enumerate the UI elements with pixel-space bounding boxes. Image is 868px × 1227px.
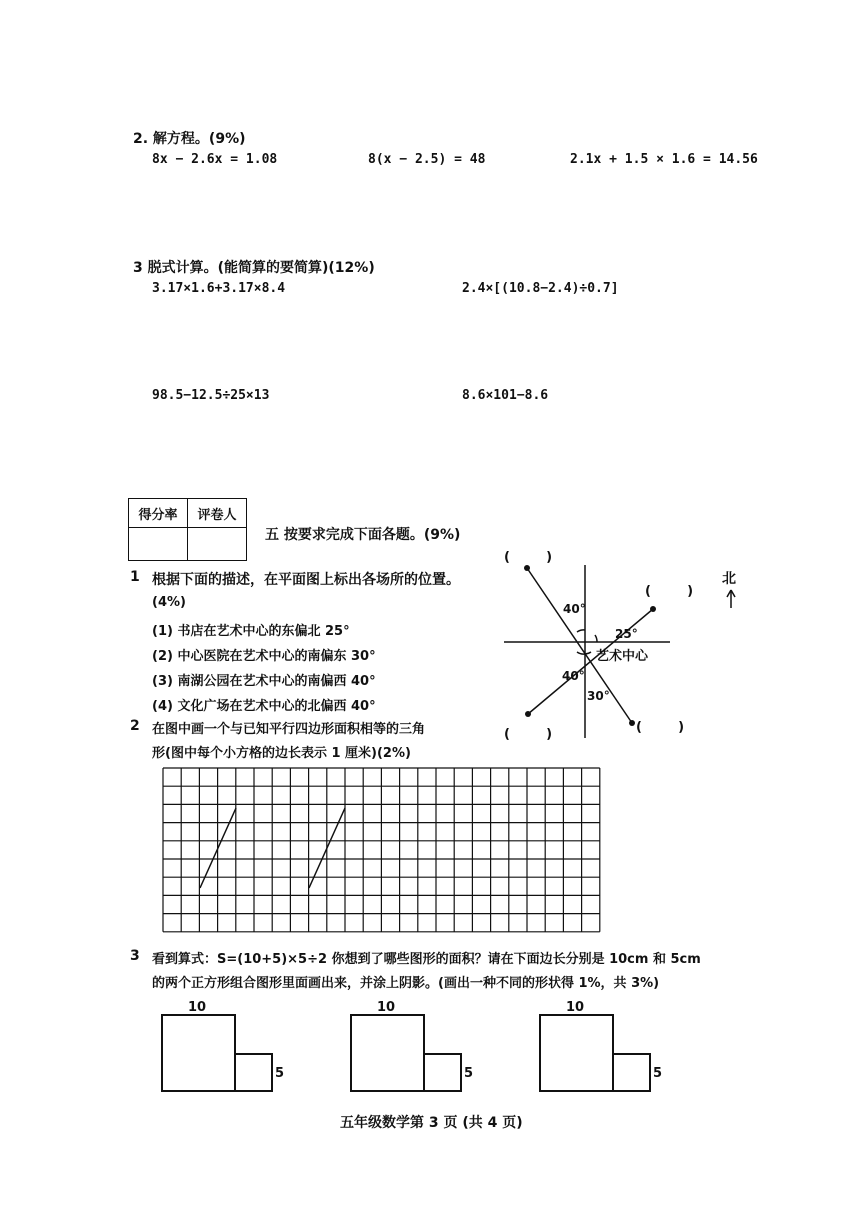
p1-item-3: (3) 南湖公园在艺术中心的南偏西 40° [152, 674, 376, 689]
angle-label-nw: 40° [563, 602, 586, 616]
p1-text: 根据下面的描述，在平面图上标出各场所的位置。 [152, 572, 460, 588]
equation-1: 8x − 2.6x = 1.08 [152, 152, 278, 167]
p3-line-1: 看到算式：S=(10+5)×5÷2 你想到了哪些图形的面积？请在下面边长分别是 10cm 和 5cm [152, 952, 701, 967]
answer-paren-se[interactable]: ( ) [636, 720, 685, 735]
p2-line-2: 形(图中每个小方格的边长表示 1 厘米)(2%) [152, 746, 411, 761]
answer-paren-nw[interactable]: ( ) [504, 550, 553, 565]
art-center-label: 艺术中心 [596, 649, 649, 664]
equation-3: 2.1x + 1.5 × 1.6 = 14.56 [570, 152, 758, 167]
big-square-label-3: 10 [566, 1000, 585, 1015]
p1-item-1: (1) 书店在艺术中心的东偏北 25° [152, 624, 350, 639]
answer-paren-ne[interactable]: ( ) [645, 584, 694, 599]
big-square-label-2: 10 [377, 1000, 396, 1015]
expression-2: 2.4×[(10.8−2.4)÷0.7] [462, 281, 619, 296]
section5-title: 五 按要求完成下面各题。(9%) [265, 527, 461, 543]
p3-number: 3 [130, 948, 140, 964]
north-label: 北 [722, 571, 736, 587]
big-square-label-1: 10 [188, 1000, 207, 1015]
equation-2: 8(x − 2.5) = 48 [368, 152, 486, 167]
angle-label-se: 30° [587, 689, 610, 703]
score-rate-header: 得分率 [129, 499, 188, 528]
p2-number: 2 [130, 718, 140, 734]
expression-3: 98.5−12.5÷25×13 [152, 388, 270, 403]
angle-label-ne: 25° [615, 627, 638, 641]
small-square-label-3: 5 [653, 1066, 663, 1081]
q2-title: 2. 解方程。(9%) [133, 131, 246, 147]
small-square-label-2: 5 [464, 1066, 474, 1081]
expression-1: 3.17×1.6+3.17×8.4 [152, 281, 286, 296]
q3-title: 3 脱式计算。(能简算的要简算)(12%) [133, 260, 375, 276]
p2-line-1: 在图中画一个与已知平行四边形面积相等的三角 [152, 722, 426, 737]
grader-header: 评卷人 [188, 499, 247, 528]
p1-item-2: (2) 中心医院在艺术中心的南偏东 30° [152, 649, 376, 664]
p1-item-4: (4) 文化广场在艺术中心的北偏西 40° [152, 699, 376, 714]
expression-4: 8.6×101−8.6 [462, 388, 549, 403]
small-square-label-1: 5 [275, 1066, 285, 1081]
answer-paren-sw[interactable]: ( ) [504, 727, 553, 742]
angle-label-sw: 40° [562, 669, 585, 683]
page-footer: 五年级数学第 3 页 (共 4 页) [340, 1115, 523, 1131]
p1-percent: (4%) [152, 595, 186, 610]
p1-number: 1 [130, 569, 140, 585]
p3-line-2: 的两个正方形组合图形里面画出来，并涂上阴影。(画出一种不同的形状得 1%，共 3%) [152, 976, 660, 991]
